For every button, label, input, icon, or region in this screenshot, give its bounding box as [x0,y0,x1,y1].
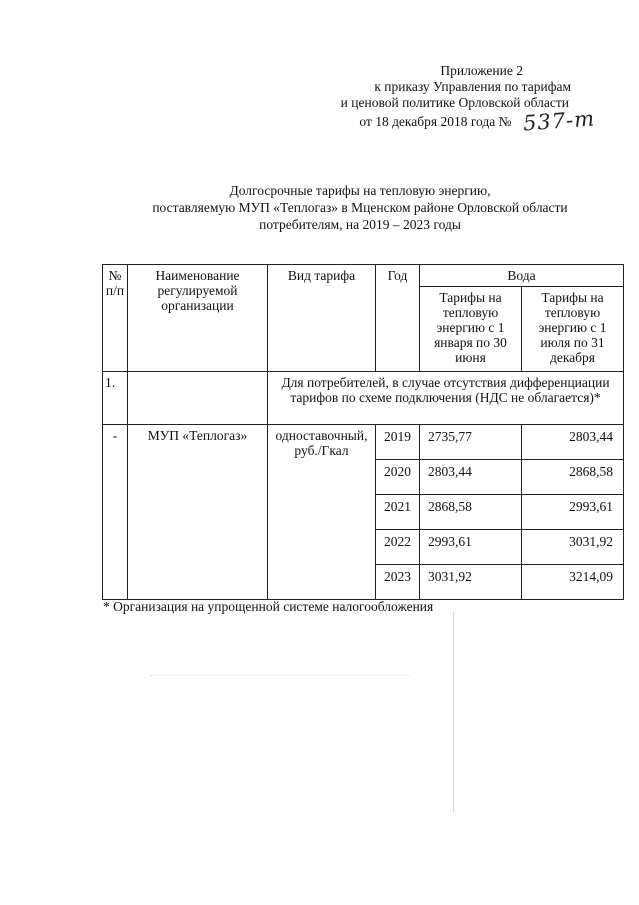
annex-authority: и ценовой политике Орловской области [340,95,569,110]
header-second-half: Тарифы на тепловую энергию с 1 июля по 31 декабря [522,287,624,372]
header-org: Наименование регулируемой организации [128,265,268,372]
data-type: одноставочный, руб./Гкал [268,425,376,600]
title-line-2: поставляемую МУП «Теплогаз» в Мценском районе Орловской области [152,200,568,215]
tariff-h1: 2735,77 [420,425,522,460]
header-water: Вода [420,265,624,287]
year-cell: 2022 [376,530,420,565]
title-line-3: потребителям, на 2019 – 2023 годы [259,217,461,232]
year-cell: 2021 [376,495,420,530]
annex-date: от 18 декабря 2018 года № [359,114,512,129]
header-year: Год [376,265,420,372]
tariff-table [102,264,624,600]
group-text: Для потребителей, в случае отсутствия дифференциации тарифов по схеме подключения (НДС не облагается)* [268,372,624,425]
annex-order-ref: к приказу Управления по тарифам [374,79,571,94]
document-title [0,182,639,233]
tariff-h2: 3214,09 [522,565,624,600]
footnote: * Организация на упрощенной системе налогообложения [103,599,434,614]
annex-number: Приложение 2 [440,63,523,78]
tariff-h1: 2993,61 [420,530,522,565]
header-row [103,265,624,287]
table-row [103,425,624,460]
annex-header [340,63,596,136]
tariff-h2: 3031,92 [522,530,624,565]
data-num: - [103,425,128,600]
year-cell: 2020 [376,460,420,495]
year-cell: 2023 [376,565,420,600]
header-type: Вид тарифа [268,265,376,372]
header-first-half: Тарифы на тепловую энергию с 1 января по 30 июня [420,287,522,372]
tariff-h2: 2803,44 [522,425,624,460]
title-line-1: Долгосрочные тарифы на тепловую энергию, [229,183,491,198]
group-empty [128,372,268,425]
data-org: МУП «Теплогаз» [128,425,268,600]
annex-date-line [341,106,596,136]
scan-artifact-dots [150,675,410,677]
header-num: № п/п [103,265,128,372]
tariff-h1: 2868,58 [420,495,522,530]
tariff-h2: 2993,61 [522,495,624,530]
tariff-h2: 2868,58 [522,460,624,495]
scan-artifact-line [453,612,454,812]
group-num: 1. [103,372,128,425]
tariff-h1: 2803,44 [420,460,522,495]
group-row [103,372,624,425]
handwritten-order-number: 537-т [522,106,596,136]
year-cell: 2019 [376,425,420,460]
tariff-h1: 3031,92 [420,565,522,600]
